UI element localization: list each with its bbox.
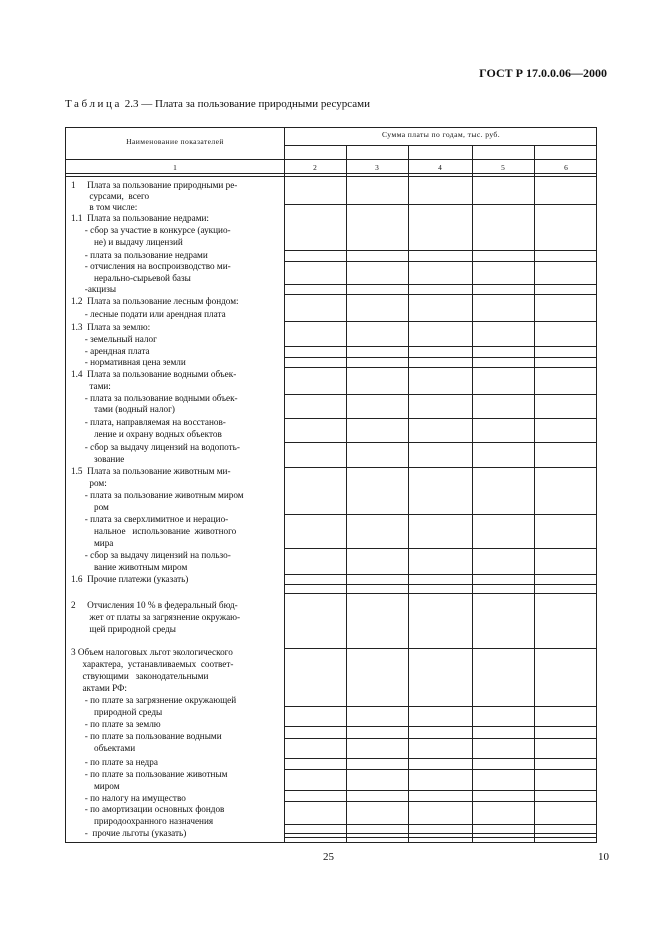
col-divider <box>284 128 285 842</box>
col-number: 6 <box>564 163 568 172</box>
row-rule <box>284 548 596 549</box>
row-text: - плата за сверхлимитное и нерацио- <box>71 514 229 524</box>
row-rule <box>284 758 596 759</box>
row-text: ление и охрану водных объектов <box>71 429 222 439</box>
row-rule <box>284 837 596 838</box>
row-rule <box>284 769 596 770</box>
row-rule <box>284 261 596 262</box>
caption-title: 2.3 — Плата за пользование природными ресурсами <box>122 98 371 110</box>
row-text: 2 Отчисления 10 % в федеральный бюд- <box>71 600 238 610</box>
row-text: тами (водный налог) <box>71 404 175 414</box>
row-text: - лесные подати или арендная плата <box>71 309 226 319</box>
row-text: ром: <box>71 478 107 488</box>
header-rule <box>66 159 596 160</box>
row-rule <box>284 584 596 585</box>
row-text: 1.5 Плата за пользование животным ми- <box>71 466 231 476</box>
col-number: 5 <box>501 163 505 172</box>
row-rule <box>284 442 596 443</box>
row-text: - по плате за недра <box>71 757 158 767</box>
header-rule <box>284 145 596 146</box>
row-text: 3 Объем налоговых льгот экологического <box>71 647 233 657</box>
row-text: - по плате за загрязнение окружающей <box>71 695 237 705</box>
row-rule <box>284 833 596 834</box>
row-text: вание животным миром <box>71 562 188 572</box>
caption-label: Таблица <box>65 98 122 110</box>
header-rule <box>66 173 596 174</box>
row-text: - сбор за выдачу лицензий на водопоть- <box>71 442 240 452</box>
row-rule <box>284 346 596 347</box>
col-number: 4 <box>438 163 442 172</box>
row-text: - по плате за пользование животным <box>71 769 228 779</box>
row-rule <box>284 467 596 468</box>
row-text: -акцизы <box>71 284 117 294</box>
row-text: 1.2 Плата за пользование лесным фондом: <box>71 296 239 306</box>
row-rule <box>284 824 596 825</box>
row-text: не) и выдачу лицензий <box>71 237 183 247</box>
row-text: - сбор за выдачу лицензий на пользо- <box>71 550 231 560</box>
row-text: - арендная плата <box>71 346 150 356</box>
row-text: нальное использование животного <box>71 526 237 536</box>
row-text: 1.6 Прочие платежи (указать) <box>71 574 189 584</box>
row-text: жет от платы за загрязнение окружаю- <box>71 612 241 622</box>
row-text: в том числе: <box>71 202 138 212</box>
row-text: - по плате за пользование водными <box>71 731 222 741</box>
row-rule <box>284 284 596 285</box>
row-rule <box>284 514 596 515</box>
row-rule <box>284 706 596 707</box>
row-text: нерально-сырьевой базы <box>71 273 191 283</box>
standard-number: ГОСТ Р 17.0.0.06—2000 <box>479 66 607 80</box>
row-text: - нормативная цена земли <box>71 357 186 367</box>
row-text: - по плате за землю <box>71 719 161 729</box>
row-text: природоохранного назначения <box>71 816 214 826</box>
row-text: - земельный налог <box>71 334 157 344</box>
col-number: 3 <box>375 163 379 172</box>
row-text: - по амортизации основных фондов <box>71 804 225 814</box>
row-text: - плата за пользование водными объек- <box>71 393 238 403</box>
row-rule <box>284 357 596 358</box>
row-rule <box>284 726 596 727</box>
row-text: - по налогу на имущество <box>71 793 186 803</box>
row-text: - плата, направляемая на восстанов- <box>71 417 226 427</box>
row-text: тами: <box>71 381 111 391</box>
row-rule <box>284 321 596 322</box>
row-text: сурсами, всего <box>71 191 150 201</box>
header-rule <box>66 176 596 177</box>
page-number: 25 <box>323 851 334 863</box>
row-rule <box>284 418 596 419</box>
sum-header: Сумма платы по годам, тыс. руб. <box>382 130 500 139</box>
row-rule <box>284 790 596 791</box>
row-rule <box>284 648 596 649</box>
row-text: щей природной среды <box>71 624 176 634</box>
col-number: 1 <box>173 163 177 172</box>
row-text: 1.4 Плата за пользование водными объек- <box>71 369 237 379</box>
row-text: ствующими законодательными <box>71 671 209 681</box>
row-text: - прочие льготы (указать) <box>71 828 187 838</box>
row-rule <box>284 204 596 205</box>
row-text: - плата за пользование животным миром <box>71 490 244 500</box>
row-text: - отчисления на воспроизводство ми- <box>71 261 231 271</box>
payments-table <box>65 127 597 843</box>
row-rule <box>284 250 596 251</box>
row-text: 1.3 Плата за землю: <box>71 322 151 332</box>
col-name-header: Наименование показателей <box>126 137 224 146</box>
row-text: характера, устанавливаемых соответ- <box>71 659 234 669</box>
row-rule <box>284 738 596 739</box>
row-text: актами РФ: <box>71 683 127 693</box>
row-text: зование <box>71 454 125 464</box>
row-text: ром <box>71 502 109 512</box>
col-number: 2 <box>313 163 317 172</box>
row-rule <box>284 367 596 368</box>
row-text: природной среды <box>71 707 163 717</box>
row-rule <box>284 294 596 295</box>
sheet-number: 10 <box>598 851 609 863</box>
row-text: - плата за пользование недрами <box>71 250 208 260</box>
row-rule <box>284 801 596 802</box>
row-rule <box>284 593 596 594</box>
row-rule <box>284 394 596 395</box>
row-text: 1.1 Плата за пользование недрами: <box>71 213 209 223</box>
row-text: миром <box>71 781 120 791</box>
row-text: - сбор за участие в конкурсе (аукцио- <box>71 225 231 235</box>
row-text: 1 Плата за пользование природными ре- <box>71 180 238 190</box>
row-text: объектами <box>71 743 136 753</box>
row-text: мира <box>71 538 114 548</box>
table-caption <box>65 98 370 110</box>
row-rule <box>284 574 596 575</box>
